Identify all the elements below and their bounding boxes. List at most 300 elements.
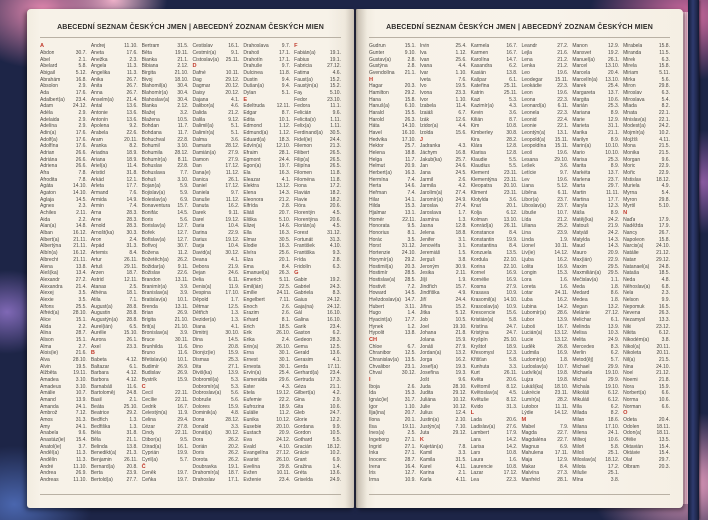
name-entry bbox=[623, 397, 670, 404]
name-entry bbox=[243, 110, 290, 117]
name-label: Jindřiška bbox=[419, 290, 440, 297]
name-entry bbox=[471, 290, 518, 297]
name-label: Florentýn bbox=[294, 210, 315, 217]
name-entry bbox=[420, 183, 467, 190]
name-entry bbox=[40, 403, 87, 410]
nameday-date: 28.2. bbox=[506, 136, 518, 143]
name-label: Agáta bbox=[40, 183, 54, 190]
nameday-date: 24.10. bbox=[656, 243, 670, 250]
name-label: Filip(a) bbox=[294, 156, 310, 163]
name-entry bbox=[521, 323, 568, 330]
name-label: Absolon bbox=[40, 83, 59, 90]
nameday-date: 27.4. bbox=[455, 190, 467, 197]
name-entry bbox=[40, 96, 87, 103]
name-entry bbox=[243, 123, 290, 130]
nameday-date: 5.6. bbox=[230, 390, 240, 397]
name-label: Griselda bbox=[294, 477, 313, 483]
name-label: Homér bbox=[369, 216, 385, 223]
nameday-date: 20.9. bbox=[404, 163, 416, 170]
name-label: Čistoslav(a) bbox=[192, 56, 219, 63]
name-label: Dan bbox=[192, 163, 202, 170]
name-entry bbox=[40, 196, 87, 203]
name-label: Jiří bbox=[419, 296, 427, 303]
name-entry bbox=[142, 477, 189, 484]
nameday-date: 3.8. bbox=[610, 477, 620, 483]
name-label: Eustach bbox=[243, 430, 262, 437]
name-label: Klotylda bbox=[470, 196, 489, 203]
name-label: Artur bbox=[90, 256, 102, 263]
name-label: Barbora bbox=[90, 376, 109, 383]
name-label: Kristína bbox=[470, 323, 488, 330]
nameday-date: 29.12. bbox=[452, 390, 467, 397]
nameday-date: 21.11. bbox=[73, 243, 87, 250]
name-label: Liliana bbox=[521, 223, 536, 230]
name-entry bbox=[142, 236, 189, 243]
nameday-date: 15.1. bbox=[404, 43, 416, 50]
nameday-date: 21.9. bbox=[228, 263, 240, 270]
name-entry bbox=[623, 50, 670, 57]
name-entry bbox=[521, 370, 568, 377]
name-label: Markéta bbox=[572, 170, 591, 177]
name-entry bbox=[623, 263, 670, 270]
name-entry bbox=[521, 50, 568, 57]
name-entry bbox=[623, 170, 670, 177]
nameday-date: 16.7. bbox=[506, 43, 518, 50]
nameday-date: 5.4. bbox=[661, 96, 670, 103]
name-entry bbox=[142, 423, 189, 430]
name-entry bbox=[142, 43, 189, 50]
nameday-date: 1.1. bbox=[610, 276, 620, 283]
name-label: Cedrik bbox=[141, 403, 157, 410]
name-entry bbox=[91, 156, 138, 163]
name-label: Lýdie bbox=[521, 410, 534, 417]
name-entry bbox=[623, 417, 670, 424]
name-entry bbox=[521, 457, 568, 464]
name-label: Magnus bbox=[521, 443, 540, 450]
name-label: Juda bbox=[419, 383, 431, 390]
name-label: Matyáš bbox=[572, 230, 589, 237]
nameday-date: 13.11. bbox=[174, 276, 189, 283]
name-label: Jorga bbox=[419, 356, 433, 363]
name-entry bbox=[369, 156, 416, 163]
nameday-date: 25.3. bbox=[608, 103, 620, 110]
name-label: Bartoloměj bbox=[90, 390, 115, 397]
nameday-date: 15.5. bbox=[404, 110, 416, 117]
name-entry bbox=[521, 190, 568, 197]
nameday-date: 11.3. bbox=[76, 450, 87, 457]
nameday-date: 19.6. bbox=[557, 176, 569, 183]
name-label: Babeta bbox=[90, 356, 107, 363]
nameday-date: 5.10. bbox=[658, 203, 670, 210]
nameday-date: 23.9. bbox=[557, 230, 569, 237]
name-entry bbox=[294, 330, 341, 337]
nameday-date: 1.8. bbox=[610, 296, 620, 303]
name-label: Denis(a) bbox=[192, 283, 212, 290]
name-entry bbox=[623, 297, 670, 304]
nameday-date: 13.6. bbox=[329, 350, 341, 357]
name-entry bbox=[243, 50, 290, 57]
name-entry bbox=[192, 76, 239, 83]
name-label: Něhoslav(a) bbox=[623, 283, 651, 290]
name-label: Evald bbox=[243, 443, 256, 450]
name-label: Lev bbox=[521, 176, 530, 183]
name-label: Makar bbox=[521, 463, 536, 470]
name-label: Arkád bbox=[90, 176, 104, 183]
name-label: Artuš bbox=[90, 263, 103, 270]
name-label: Luba bbox=[521, 296, 533, 303]
name-label: Medea bbox=[572, 296, 588, 303]
name-label: Odeta bbox=[623, 416, 637, 423]
name-entry bbox=[369, 243, 416, 250]
name-entry bbox=[294, 350, 341, 357]
nameday-date: 29.2. bbox=[404, 90, 416, 97]
name-entry bbox=[471, 43, 518, 50]
nameday-date: 14.5. bbox=[75, 196, 87, 203]
name-entry bbox=[294, 236, 341, 243]
nameday-date: 4.11. bbox=[659, 136, 670, 143]
name-entry bbox=[243, 303, 290, 310]
name-entry bbox=[243, 190, 290, 197]
name-label: Leoš bbox=[521, 150, 533, 157]
name-label: Margareta bbox=[572, 90, 596, 97]
name-label: Mstislav bbox=[623, 176, 642, 183]
name-entry bbox=[521, 203, 568, 210]
name-label: Andreas bbox=[40, 477, 59, 483]
name-label: Fabián(a) bbox=[294, 50, 316, 56]
nameday-date: 20.4. bbox=[608, 70, 620, 77]
name-entry bbox=[142, 63, 189, 70]
nameday-date: 26.10. bbox=[276, 343, 291, 350]
nameday-date: 15.2. bbox=[455, 303, 467, 310]
name-label: Flavie bbox=[294, 196, 308, 203]
name-entry bbox=[420, 443, 467, 450]
name-label: Marin(a) bbox=[572, 143, 591, 150]
nameday-date: 13.3. bbox=[658, 316, 670, 323]
name-entry bbox=[192, 290, 239, 297]
nameday-date: 25.3. bbox=[608, 156, 620, 163]
name-entry bbox=[40, 236, 87, 243]
name-entry bbox=[521, 310, 568, 317]
nameday-date: 22.8. bbox=[177, 136, 189, 143]
name-label: Michael bbox=[572, 363, 590, 370]
name-label: Karel bbox=[419, 463, 432, 470]
name-entry bbox=[40, 263, 87, 270]
name-label: Alžběta bbox=[40, 370, 57, 377]
nameday-date: 19.10. bbox=[452, 323, 467, 330]
name-entry bbox=[243, 410, 290, 417]
nameday-date: 8.11. bbox=[177, 156, 189, 163]
name-label: Alban bbox=[40, 230, 53, 237]
nameday-date: 3.9. bbox=[180, 283, 189, 290]
name-label: Libuše bbox=[521, 210, 537, 217]
name-entry bbox=[40, 56, 87, 63]
nameday-date: 31.12. bbox=[401, 243, 416, 250]
name-label: Ljuba bbox=[521, 256, 534, 263]
name-label: Emerich bbox=[243, 276, 262, 283]
nameday-date: 12.4. bbox=[455, 410, 467, 417]
nameday-date: 11.10. bbox=[73, 463, 87, 470]
name-label: Bertold(a) bbox=[90, 477, 113, 483]
name-label: Filoména bbox=[294, 176, 315, 183]
name-entry bbox=[243, 257, 290, 264]
nameday-date: 3.3. bbox=[458, 450, 467, 457]
name-entry bbox=[142, 243, 189, 250]
name-entry bbox=[40, 70, 87, 77]
name-label: Lars bbox=[470, 450, 481, 457]
nameday-date: 29.12. bbox=[225, 76, 240, 83]
nameday-date: 11.10. bbox=[124, 43, 138, 50]
name-entry bbox=[294, 403, 341, 410]
name-label: Mabel bbox=[521, 423, 536, 430]
name-label: Alfons bbox=[40, 303, 54, 310]
name-label: Čeněk bbox=[141, 470, 157, 477]
nameday-date: 20.6. bbox=[506, 376, 518, 383]
name-entry bbox=[294, 477, 341, 484]
nameday-date: 24.11. bbox=[554, 290, 569, 297]
name-entry bbox=[91, 423, 138, 430]
name-label: Lutobor bbox=[521, 403, 539, 410]
name-entry bbox=[142, 56, 189, 63]
name-entry bbox=[243, 470, 290, 477]
name-label: Gál bbox=[294, 310, 302, 317]
nameday-date: 1.7. bbox=[458, 210, 467, 217]
name-entry bbox=[623, 283, 670, 290]
name-entry bbox=[91, 63, 138, 70]
name-label: Konstantin bbox=[470, 236, 495, 243]
nameday-date: 6.7. bbox=[458, 110, 467, 117]
name-label: Melichar bbox=[572, 316, 592, 323]
name-label: Erin(a) bbox=[243, 343, 259, 350]
name-entry bbox=[572, 277, 619, 284]
name-label: Bohdan bbox=[141, 123, 159, 130]
name-entry bbox=[572, 70, 619, 77]
nameday-date: 14.9. bbox=[126, 196, 138, 203]
name-label: Margita bbox=[572, 96, 589, 103]
name-entry bbox=[91, 103, 138, 110]
name-entry bbox=[369, 63, 416, 70]
nameday-date: 15.11. bbox=[554, 76, 569, 83]
name-label: Grácie bbox=[294, 450, 309, 457]
name-label: Alfréd(a) bbox=[40, 310, 60, 317]
name-label: Leona bbox=[521, 96, 536, 103]
name-label: Jonáš bbox=[419, 343, 434, 350]
name-label: Dušan(a) bbox=[243, 83, 264, 90]
nameday-date: 21.5. bbox=[658, 150, 670, 157]
name-entry bbox=[294, 383, 341, 390]
nameday-date: 6.6. bbox=[661, 390, 670, 397]
nameday-date: 13.10. bbox=[605, 76, 620, 83]
name-label: Ester bbox=[243, 383, 255, 390]
nameday-date: 26.7. bbox=[126, 76, 138, 83]
name-label: Mikuláš bbox=[572, 396, 590, 403]
name-entry bbox=[471, 397, 518, 404]
name-entry bbox=[192, 170, 239, 177]
name-label: Ladislav(a) bbox=[470, 423, 496, 430]
name-entry bbox=[294, 303, 341, 310]
name-entry bbox=[192, 183, 239, 190]
name-label: Dobromil(a) bbox=[192, 376, 219, 383]
name-label: Nelson bbox=[623, 296, 639, 303]
nameday-date: 13.5. bbox=[658, 436, 670, 443]
nameday-date: 21.2. bbox=[228, 110, 240, 117]
name-label: Etela bbox=[243, 390, 255, 397]
name-label: Ivo bbox=[419, 83, 427, 90]
name-label: Lesana bbox=[521, 156, 538, 163]
name-label: Dobromír(a) bbox=[192, 383, 220, 390]
name-label: Eliáš bbox=[243, 210, 255, 217]
name-label: Narcis(a) bbox=[623, 243, 644, 250]
name-label: Kryšpín bbox=[470, 336, 488, 343]
name-label: Aurélie bbox=[90, 330, 107, 337]
nameday-date: 12.9. bbox=[608, 43, 620, 50]
name-label: Marisa bbox=[572, 156, 588, 163]
name-label: Klementýna bbox=[470, 176, 498, 183]
name-entry bbox=[294, 196, 341, 203]
name-entry bbox=[142, 196, 189, 203]
name-label: Marcelín(a) bbox=[572, 76, 598, 83]
nameday-date: 18.8. bbox=[455, 230, 467, 237]
name-entry bbox=[572, 297, 619, 304]
name-entry bbox=[369, 457, 416, 464]
name-label: Čestmír(a) bbox=[192, 50, 217, 56]
name-entry bbox=[243, 116, 290, 123]
name-entry bbox=[572, 63, 619, 70]
name-label: Eleonora bbox=[243, 196, 264, 203]
nameday-date: 25.3. bbox=[228, 356, 240, 363]
name-entry bbox=[142, 250, 189, 257]
name-label: Gudrun bbox=[369, 43, 386, 50]
nameday-date: 28.3. bbox=[126, 223, 138, 230]
name-entry bbox=[40, 383, 87, 390]
nameday-date: 29.12. bbox=[452, 430, 467, 437]
name-label: Dalila bbox=[192, 116, 205, 123]
name-label: Bruce bbox=[141, 336, 155, 343]
name-entry bbox=[192, 383, 239, 390]
name-entry bbox=[91, 43, 138, 50]
nameday-date: 20.7. bbox=[404, 410, 416, 417]
nameday-date: 19.2. bbox=[608, 50, 620, 56]
name-entry bbox=[572, 76, 619, 83]
name-entry bbox=[142, 297, 189, 304]
nameday-date: 5.4. bbox=[661, 190, 670, 197]
name-entry bbox=[521, 357, 568, 364]
name-label: Květuše bbox=[470, 396, 489, 403]
name-entry bbox=[294, 430, 341, 437]
name-label: Božetěch(a) bbox=[141, 256, 169, 263]
name-label: Anabela bbox=[40, 430, 59, 437]
name-entry bbox=[521, 96, 568, 103]
name-label: Gerasim bbox=[294, 356, 314, 363]
name-label: Drahoslava bbox=[243, 43, 269, 50]
nameday-date: 20.3. bbox=[658, 463, 670, 470]
name-label: Kunhuta bbox=[470, 363, 490, 370]
name-entry bbox=[471, 243, 518, 250]
nameday-date: 12.1. bbox=[126, 176, 138, 183]
nameday-date: 13.2. bbox=[608, 303, 620, 310]
nameday-date: 27.2. bbox=[557, 43, 569, 50]
name-entry bbox=[294, 123, 341, 130]
name-label: Alan(a) bbox=[40, 223, 57, 230]
name-label: Lubomír(a) bbox=[521, 310, 546, 317]
name-entry bbox=[192, 463, 239, 470]
name-label: Konstantina bbox=[470, 243, 498, 250]
nameday-date: 28.3. bbox=[126, 210, 138, 217]
nameday-date: 15.1. bbox=[75, 316, 87, 323]
name-entry bbox=[192, 390, 239, 397]
name-entry bbox=[369, 323, 416, 330]
name-entry bbox=[40, 116, 87, 123]
name-label: Boris bbox=[141, 216, 154, 223]
name-label: Iboja bbox=[369, 383, 380, 390]
name-label: Basil bbox=[90, 396, 102, 403]
name-label: Faustýn(a) bbox=[294, 83, 319, 90]
name-entry bbox=[91, 210, 138, 217]
nameday-date: 13.1. bbox=[557, 130, 569, 137]
name-label: Marlena bbox=[572, 176, 591, 183]
nameday-date: 21.8. bbox=[658, 376, 670, 383]
name-entry bbox=[40, 257, 87, 264]
nameday-date: 5.12. bbox=[557, 183, 569, 190]
name-entry bbox=[471, 350, 518, 357]
nameday-date: 5.6. bbox=[180, 216, 189, 223]
name-entry bbox=[471, 56, 518, 63]
nameday-date: 23.11. bbox=[503, 176, 518, 183]
name-label: Edeltruda bbox=[243, 103, 265, 110]
nameday-date: 4.4. bbox=[458, 63, 467, 70]
name-label: Daniela bbox=[192, 190, 210, 197]
nameday-date: 18.2. bbox=[329, 196, 341, 203]
nameday-date: 28.12. bbox=[225, 143, 240, 150]
nameday-date: 13.9. bbox=[557, 316, 569, 323]
name-entry bbox=[243, 310, 290, 317]
nameday-date: 1.3. bbox=[129, 416, 138, 423]
name-entry bbox=[294, 457, 341, 464]
name-label: Drahoslav bbox=[192, 477, 215, 483]
nameday-date: 25.11. bbox=[503, 83, 518, 90]
name-label: Myrtil bbox=[623, 203, 636, 210]
name-entry bbox=[192, 457, 239, 464]
name-label: Břetislav(a) bbox=[141, 356, 167, 363]
nameday-date: 14.10. bbox=[72, 183, 87, 190]
name-entry bbox=[243, 463, 290, 470]
nameday-date: 16.10. bbox=[327, 316, 341, 323]
name-label: Damon bbox=[192, 156, 209, 163]
nameday-date: 9.7. bbox=[559, 170, 569, 177]
name-entry bbox=[471, 337, 518, 344]
name-label: Alison bbox=[40, 336, 54, 343]
name-label: Gordana bbox=[294, 423, 314, 430]
name-entry bbox=[142, 337, 189, 344]
name-entry bbox=[294, 310, 341, 317]
name-label: Anděl(a) bbox=[40, 450, 59, 457]
name-entry bbox=[91, 230, 138, 237]
name-entry bbox=[294, 156, 341, 163]
name-label: Bojan(a) bbox=[141, 183, 161, 190]
nameday-date: 23.4. bbox=[279, 477, 291, 483]
name-entry bbox=[471, 403, 518, 410]
nameday-date: 17.9. bbox=[506, 430, 518, 437]
name-entry bbox=[572, 430, 619, 437]
nameday-date: 9.1. bbox=[230, 50, 240, 56]
nameday-date: 26.3. bbox=[658, 310, 670, 317]
nameday-date: 7.2. bbox=[407, 283, 416, 290]
nameday-date: 30.12. bbox=[225, 430, 240, 437]
name-entry bbox=[192, 350, 239, 357]
nameday-date: 10.12. bbox=[452, 403, 467, 410]
name-entry bbox=[521, 216, 568, 223]
name-label: Miroslav bbox=[623, 90, 642, 97]
nameday-date: 13.6. bbox=[126, 110, 138, 117]
